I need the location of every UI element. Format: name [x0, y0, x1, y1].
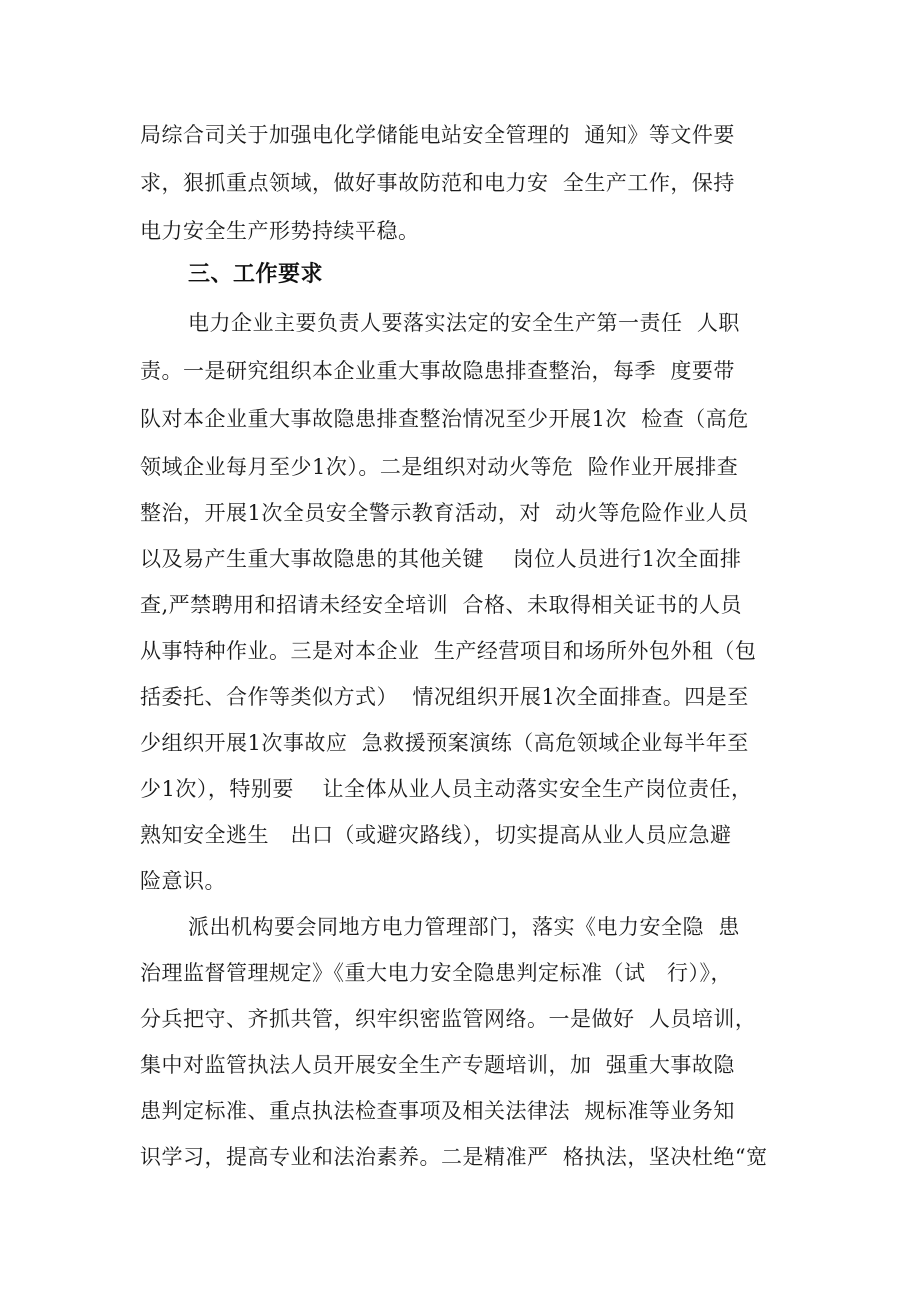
body-text-line: 责。一是研究组织本企业重大事故隐患排查整治，每季 度要带	[140, 359, 735, 383]
body-text-line: 查,严禁聘用和招请未经安全培训 合格、未取得相关证书的人员	[140, 593, 743, 617]
body-text-line: 整治，开展1次全员安全警示教育活动，对 动火等危险作业人员	[140, 501, 749, 525]
body-text-line: 分兵把守、齐抓共管，织牢织密监管网络。一是做好 人员培训，	[140, 1007, 757, 1031]
body-text-line: 治理监督管理规定》《重大电力安全隐患判定标准（试 行）》，	[140, 961, 733, 985]
body-text-line: 派出机构要会同地方电力管理部门，落实《电力安全隐 患	[188, 915, 740, 939]
body-text-line: 电力安全生产形势持续平稳。	[140, 219, 420, 243]
body-text-line: 局综合司关于加强电化学储能电站安全管理的 通知》等文件要	[140, 123, 735, 147]
body-text-line: 电力企业主要负责人要落实法定的安全生产第一责任 人职	[188, 311, 740, 335]
body-text-line: 识学习，提高专业和法治素养。二是精准严 格执法，坚决杜绝“宽	[140, 1145, 768, 1169]
body-text-line: 险意识。	[140, 869, 226, 893]
body-text-line: 少组织开展1次事故应 急救援预案演练（高危领域企业每半年至	[140, 731, 749, 755]
body-text-line: 从事特种作业。三是对本企业 生产经营项目和场所外包外租（包	[140, 639, 757, 663]
body-text-line: 以及易产生重大事故隐患的其他关键 岗位人员进行1次全面排	[140, 547, 742, 571]
section-heading: 三、工作要求	[188, 262, 324, 287]
body-text-line: 求，狠抓重点领域，做好事故防范和电力安 全生产工作，保持	[140, 171, 735, 195]
body-text-line: 集中对监管执法人员开展安全生产专题培训，加 强重大事故隐	[140, 1053, 735, 1077]
body-text-line: 少1次），特别要 让全体从业人员主动落实安全生产岗位责任，	[140, 777, 753, 801]
body-text-line: 队对本企业重大事故隐患排查整治情况至少开展1次 检查（高危	[140, 407, 749, 431]
body-text-line: 括委托、合作等类似方式） 情况组织开展1次全面排查。四是至	[140, 685, 749, 709]
body-text-line: 患判定标准、重点执法检查事项及相关法律法 规标准等业务知	[140, 1099, 735, 1123]
body-text-line: 领域企业每月至少1次）。二是组织对动火等危 险作业开展排查	[140, 455, 739, 479]
body-text-line: 熟知安全逃生 出口（或避灾路线），切实提高从业人员应急避	[140, 823, 732, 847]
